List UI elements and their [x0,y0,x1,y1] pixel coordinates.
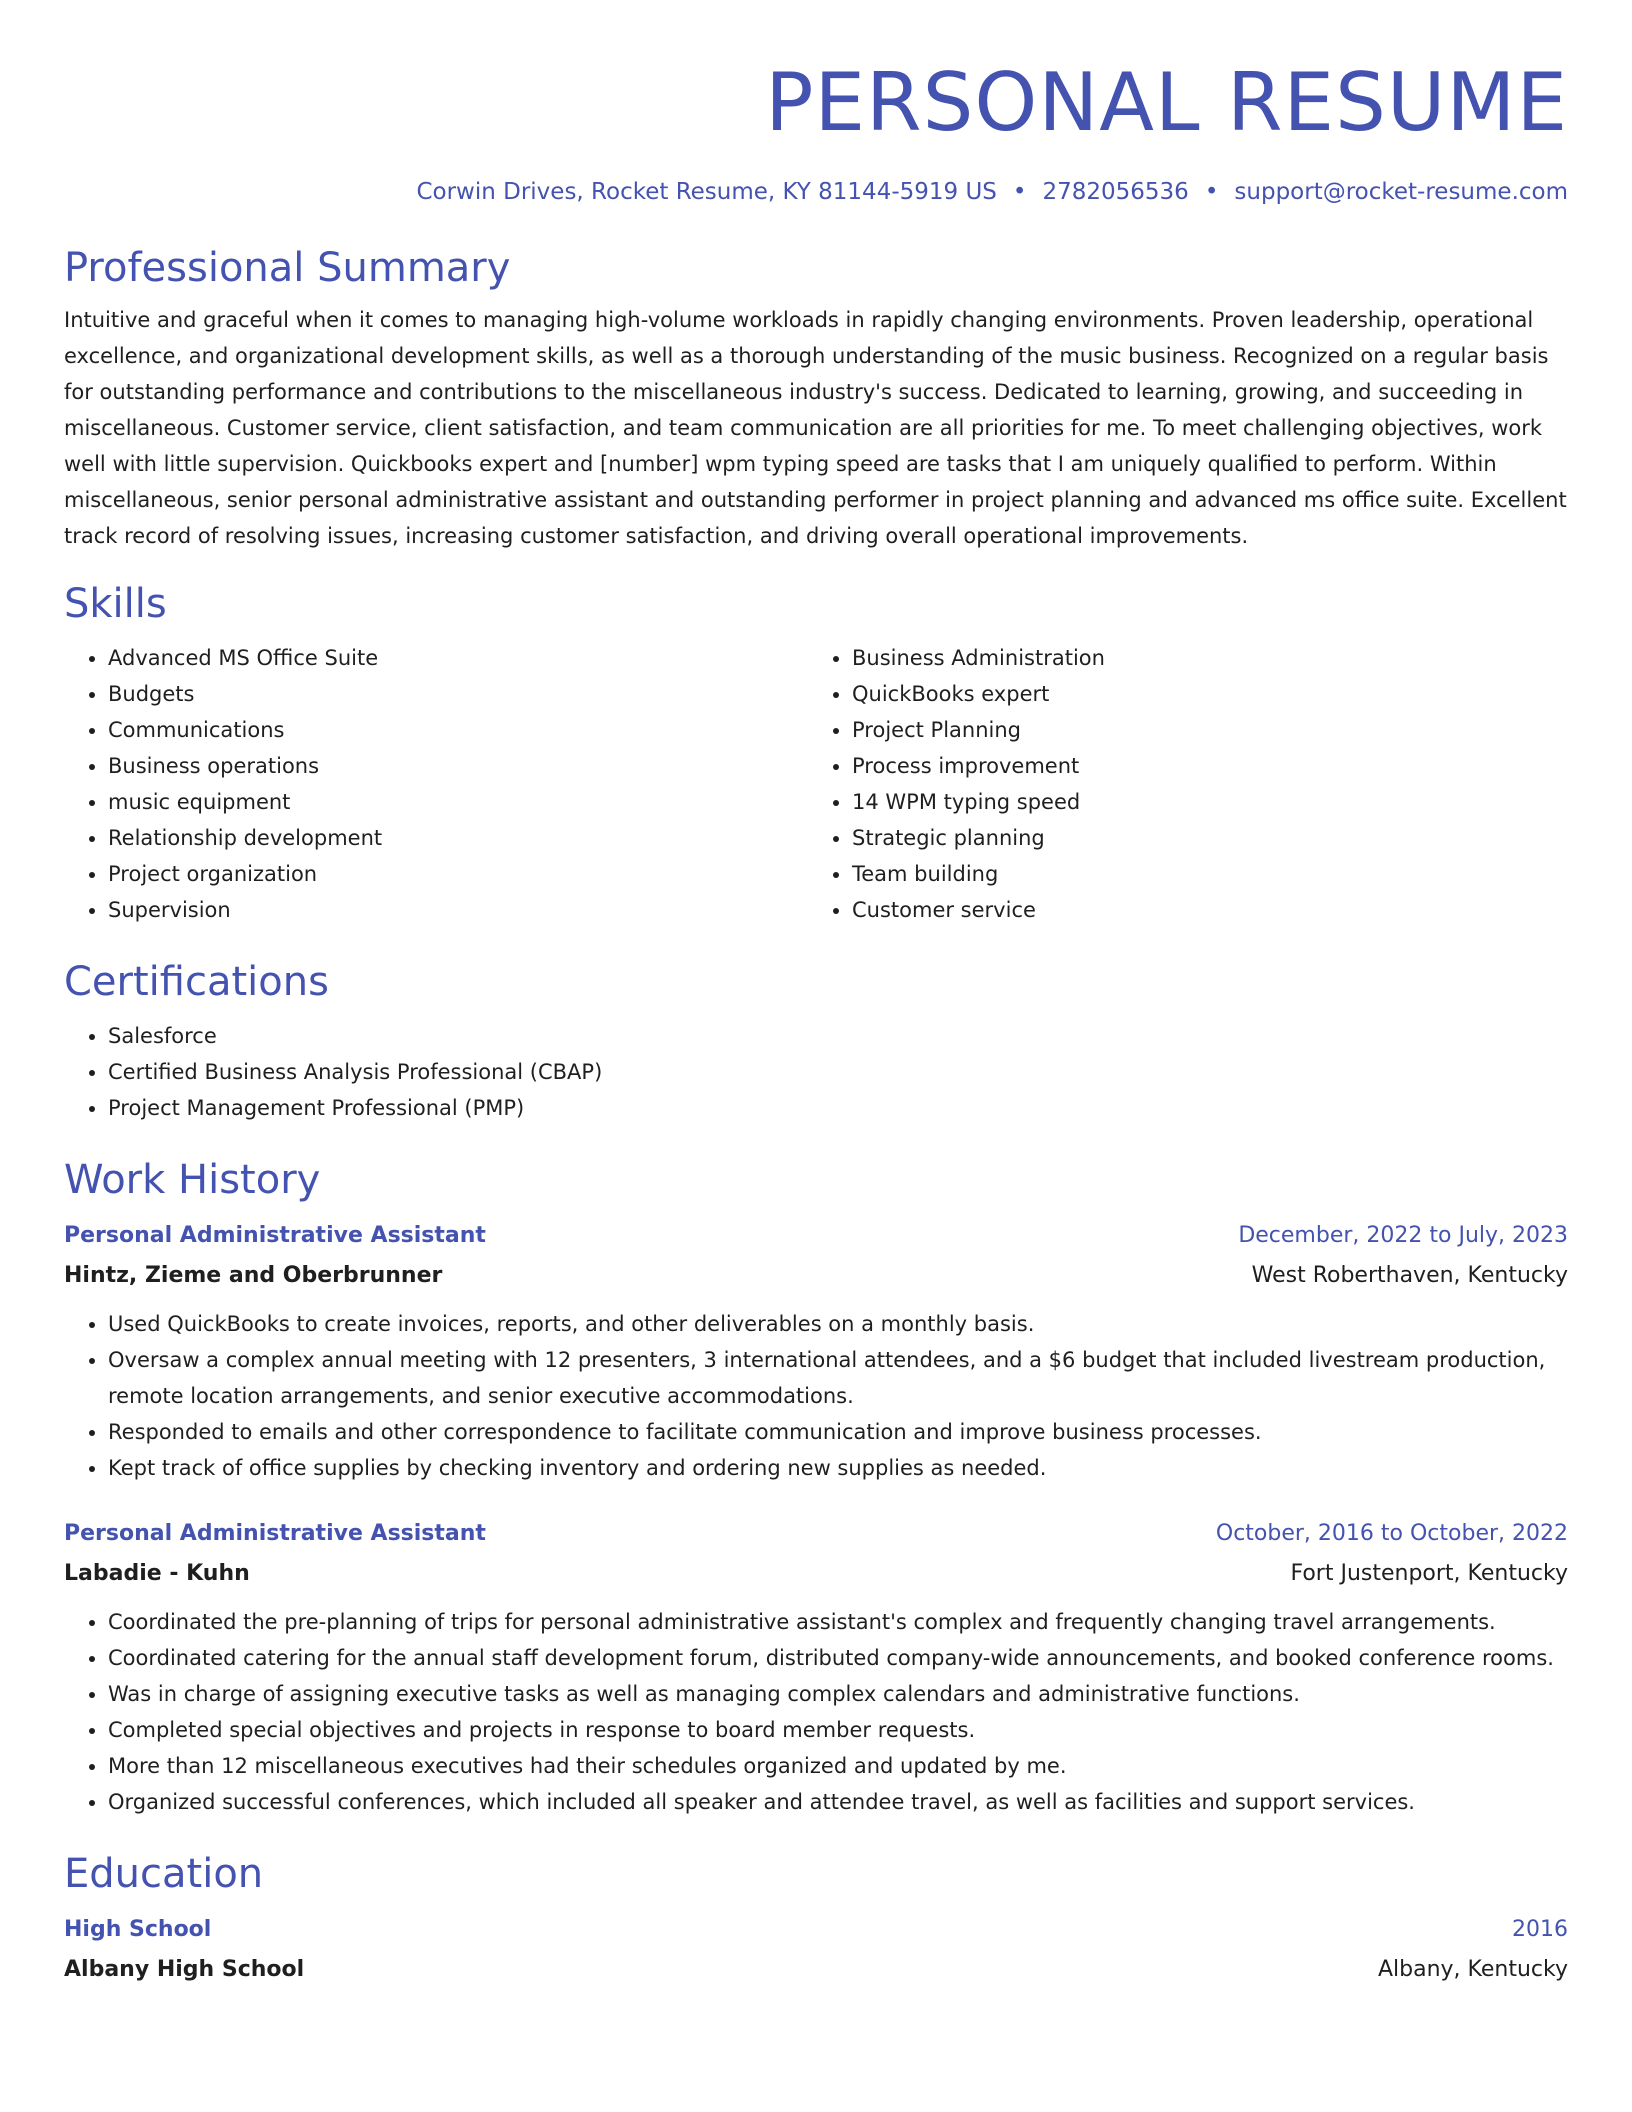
education-header [64,1910,1568,1950]
skill-item: • Project organization [108,856,808,892]
skill-item: • Project Planning [852,712,1552,748]
school-location: Albany, Kentucky [1377,1957,1568,1982]
contact-address: Corwin Drives, Rocket Resume, KY 81144-5919 US [416,179,997,205]
job-subheader [64,1554,1568,1594]
skills-heading: Skills [64,581,167,627]
education-year: 2016 [1512,1917,1568,1942]
job-bullet: • Coordinated the pre-planning of trips for personal administrative assistant's complex and frequently changing travel arrangements. [108,1604,1568,1640]
job-bullet: • Completed special objectives and projects in response to board member requests. [108,1712,1568,1748]
job-entry [64,1514,1568,1820]
job-header [64,1514,1568,1554]
job-location: West Roberthaven, Kentucky [1251,1263,1568,1288]
skill-item: • Strategic planning [852,820,1552,856]
job-bullet: • Coordinated catering for the annual staff development forum, distributed company-wide announcements, and booked conference rooms. [108,1640,1568,1676]
skill-item: • Supervision [108,892,808,928]
job-bullet: • More than 12 miscellaneous executives had their schedules organized and updated by me. [108,1748,1568,1784]
skills-column-left [64,640,808,928]
job-bullet: • Used QuickBooks to create invoices, reports, and other deliverables on a monthly basis. [108,1306,1568,1342]
job-bullets [64,1604,1568,1820]
skill-item: • 14 WPM typing speed [852,784,1552,820]
company-name: Labadie - Kuhn [64,1561,250,1586]
skill-item: • Communications [108,712,808,748]
skill-item: • QuickBooks expert [852,676,1552,712]
job-bullet: • Responded to emails and other correspondence to facilitate communication and improve business processes. [108,1414,1568,1450]
job-entry [64,1216,1568,1486]
skill-item: • Process improvement [852,748,1552,784]
job-title: Personal Administrative Assistant [64,1521,486,1546]
contact-email[interactable]: support@rocket-resume.com [1234,179,1568,205]
summary-text: Intuitive and graceful when it comes to managing high-volume workloads in rapidly changing environments. Proven leadership, operational excellence, and organizational development skills, as well as a thorough understanding of the music business. Recognized on a regular basis for outstanding performance and contributions to the miscellaneous industry's success. Dedicated to learning, growing, and succeeding in miscellaneous. Customer service, client satisfaction, and team communication are all priorities for me. To meet challenging objectives, work well with little supervision. Quickbooks expert and [number] wpm typing speed are tasks that I am uniquely qualified to perform. Within miscellaneous, senior personal administrative assistant and outstanding performer in project planning and advanced ms office suite. Excellent track record of resolving issues, increasing customer satisfaction, and driving overall operational improvements. [64,308,1567,548]
skill-item: • Business Administration [852,640,1552,676]
skill-item: • Budgets [108,676,808,712]
certification-item: • Certified Business Analysis Professional (CBAP) [108,1054,1568,1090]
certification-item: • Project Management Professional (PMP) [108,1090,1568,1126]
education-heading: Education [64,1851,264,1897]
certifications-list [64,1018,1568,1126]
skill-item: • music equipment [108,784,808,820]
certifications-heading: Certifications [64,959,329,1005]
education-subheader [64,1950,1568,1990]
job-dates: December, 2022 to July, 2023 [1238,1223,1568,1248]
job-title: Personal Administrative Assistant [64,1223,486,1248]
job-subheader [64,1256,1568,1296]
job-bullet: • Organized successful conferences, which included all speaker and attendee travel, as well as facilities and support services. [108,1784,1568,1820]
resume-title: PERSONAL RESUME [765,56,1568,149]
school-name: Albany High School [64,1957,305,1982]
skills-list [64,640,1568,928]
company-name: Hintz, Zieme and Oberbrunner [64,1263,443,1288]
contact-separator: • [1012,179,1027,205]
contact-line [64,176,1568,208]
job-location: Fort Justenport, Kentucky [1290,1561,1568,1586]
job-bullets [64,1306,1568,1486]
skill-item: • Relationship development [108,820,808,856]
skill-item: • Business operations [108,748,808,784]
resume-page [64,48,1568,1990]
contact-separator: • [1204,179,1219,205]
skills-column-right [808,640,1552,928]
job-bullet: • Kept track of office supplies by checking inventory and ordering new supplies as needed. [108,1450,1568,1486]
job-dates: October, 2016 to October, 2022 [1215,1521,1568,1546]
skill-item: • Team building [852,856,1552,892]
summary-heading: Professional Summary [64,245,511,291]
work-history-heading: Work History [64,1157,321,1203]
job-bullet: • Oversaw a complex annual meeting with 12 presenters, 3 international attendees, and a $6 budget that included livestream production, remote location arrangements, and senior executive accommodations. [108,1342,1568,1414]
contact-phone: 2782056536 [1042,179,1189,205]
job-header [64,1216,1568,1256]
skill-item: • Customer service [852,892,1552,928]
certification-item: • Salesforce [108,1018,1568,1054]
education-entry [64,1910,1568,1990]
education-degree: High School [64,1917,212,1942]
job-bullet: • Was in charge of assigning executive tasks as well as managing complex calendars and administrative functions. [108,1676,1568,1712]
skill-item: • Advanced MS Office Suite [108,640,808,676]
